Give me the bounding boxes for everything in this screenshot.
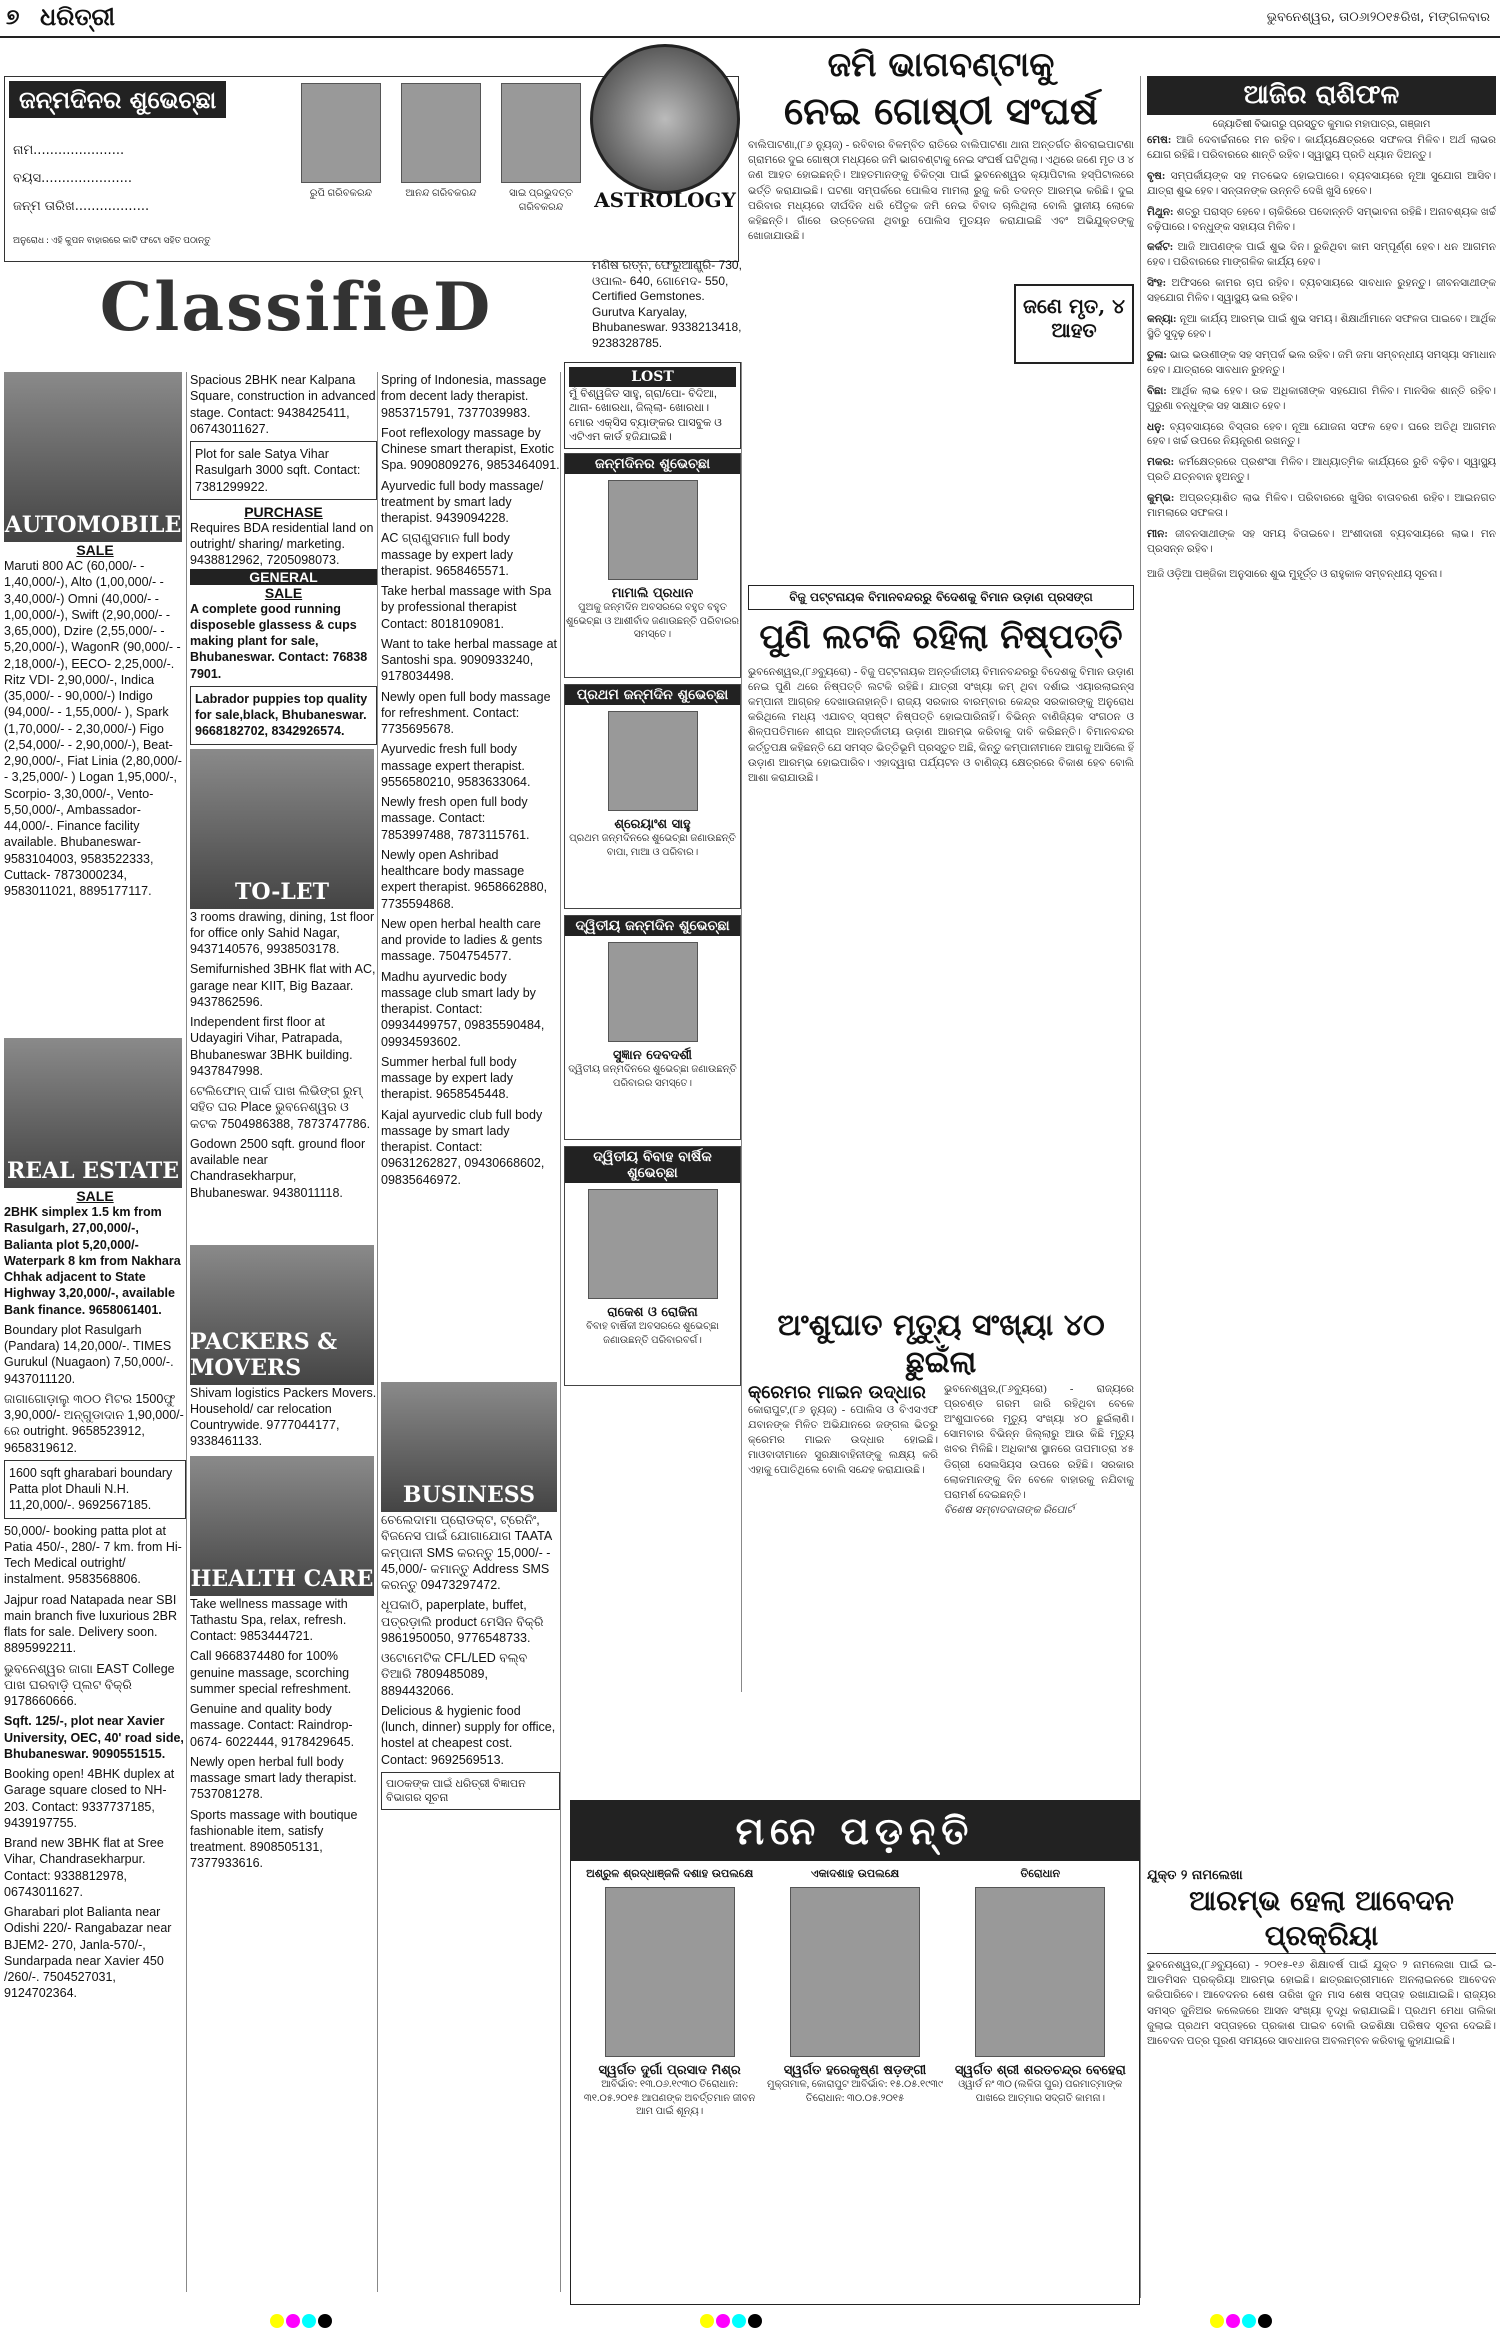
rashi-sign: କର୍କଟ:	[1147, 242, 1174, 254]
business-image: BUSINESS	[381, 1382, 557, 1512]
purchase-ad: Requires BDA residential land on outright/ sharing/ marketing. 9438812962, 7205098073.	[190, 520, 374, 568]
classified-ad: Take wellness massage with Tathastu Spa, relax, refresh. Contact: 9853444721.	[190, 1596, 348, 1643]
notice-box: ପାଠକଙ୍କ ପାଇଁ ଧରିତ୍ରୀ ବିଜ୍ଞାପନ ବିଭାଗର ସୂଚନା	[381, 1772, 560, 1811]
rashi-item	[1147, 492, 1496, 522]
portrait-photo	[605, 1887, 735, 2057]
classified-ad: New open herbal health care and provide to ladies & gents massage. 7504754577.	[381, 916, 543, 964]
rashi-item	[1147, 385, 1496, 415]
rashi-text: ଭାଇ ଭଉଣୀଙ୍କ ସହ ସମ୍ପର୍କ ଭଲ ରହିବ। ଜମି ଜମା ସମ୍ବନ୍ଧୀୟ ସମସ୍ୟା ସମାଧାନ ହେବ। ଯାତ୍ରାରେ ସାବଧାନ ରୁହନ୍ତୁ।	[1147, 349, 1496, 376]
classified-ad: ଭୁବନେଶ୍ୱର ଜାଗା EAST College ପାଖ ଘରବାଡ଼ି ପ୍ଲଟ ବିକ୍ରି 9178660666.	[4, 1661, 175, 1708]
mine-text: କୋରାପୁଟ,(୮୬ ନ୍ୟୁଜ୍) - ପୋଲିସ ଓ ବିଏସଏଫ ଯବାନଙ୍କ ମିଳିତ ଅଭିଯାନରେ ଜଙ୍ଗଲ ଭିତରୁ କ୍ରେମର ମାଇନ ଉଦ୍ଧାର ହୋଇଛି। ମାଓବାଦୀମାନେ ସୁରକ୍ଷାବାହିନୀଙ୍କୁ ଲକ୍ଷ୍ୟ କରି ଏହାକୁ ପୋତିଥିଲେ ବୋଲି ସନ୍ଦେହ କରାଯାଉଛି।	[748, 1404, 938, 1477]
lost-notice	[564, 362, 741, 449]
classified-ad: Independent first floor at Udayagiri Vihar, Patrapada, Bhubaneswar 3BHK building. 9437847998.	[190, 1015, 353, 1078]
portrait-photo	[975, 1887, 1105, 2057]
astrology-text: ମଣିଷ ରତ୍ନ, ଫେରୁଆଣ୍ଡ୍ରି- 730, ଓପାଲ- 640, ଗୋମେଦ- 550, Certified Gemstones. Gurutva Karyalay, Bhubaneswar. 9338213418, 9238328785.	[592, 258, 742, 350]
admission-story	[1140, 1868, 1496, 2298]
child-name: ସୁଜ୍ଞାନ ଦେବଦର୍ଶୀ	[612, 1048, 693, 1064]
obituary-card	[950, 1867, 1130, 2119]
classified-ad: Gharabari plot Balianta near Odishi 220/- Rangabazar near BJEM2- 270, Janla-570/-, Sundarpada near Xavier 450 /260/-. 7504527031, 9124702364.	[4, 1905, 172, 2001]
deceased-name: ସ୍ୱର୍ଗତ ଶ୍ରୀ ଶରତଚନ୍ଦ୍ର ବେହେରା	[954, 2063, 1126, 2078]
rashi-text: ଅଫିସରେ କାମର ଚାପ ରହିବ। ବ୍ୟବସାୟରେ ସାବଧାନ ରୁହନ୍ତୁ। ଜୀବନସାଥୀଙ୍କ ସହଯୋଗ ମିଳିବ। ସ୍ୱାସ୍ଥ୍ୟ ଭଲ ରହିବ।	[1147, 278, 1496, 305]
classified-ad: 50,000/- booking patta plot at Patia 450/-, 280/- 7 km. from Hi-Tech Medical outright/ instalment. 9583568806.	[4, 1523, 182, 1587]
child-photo	[608, 480, 698, 580]
obituary-card	[580, 1867, 760, 2119]
child-name: ଶ୍ରେୟାଂଶ ସାହୁ	[614, 817, 691, 833]
obituary-head: ତିରୋଧାନ	[1020, 1867, 1061, 1880]
heatstroke-byline: ବିଶେଷ ସମ୍ବାଦଦାତାଙ୍କ ରିପୋର୍ଟ	[944, 1505, 1074, 1517]
classified-ad: ଜାଗାଗୋଡ଼ାଲୁ ୩୦୦ ମିଟର 1500ଫୁ 3,90,000/- ଅନ୍ଗୁଡାଦାନ 1,90,000/-ରେ outright. 9658523912, 9658319612.	[4, 1391, 184, 1455]
mine-title: କ୍ରେମର ମାଇନ ଉଦ୍ଧାର	[748, 1381, 926, 1403]
classified-ad: Newly open Ashribad healthcare body massage expert therapist. 9658662880, 7735594868.	[381, 847, 548, 911]
rashi-text: ବ୍ୟବସାୟରେ ବିସ୍ତାର ହେବ। ନୂଆ ଯୋଜନା ସଫଳ ହେବ। ଘରେ ଅତିଥି ଆଗମନ ହେବ। ଖର୍ଚ୍ଚ ଉପରେ ନିୟନ୍ତ୍ରଣ ରଖନ୍ତୁ।	[1147, 421, 1496, 448]
classified-ad: Genuine and quality body massage. Contact: Raindrop- 0674- 6022444, 9178429645.	[190, 1702, 355, 1749]
rashi-item	[1147, 421, 1496, 451]
rashi-text: ନୂଆ କାର୍ଯ୍ୟ ଆରମ୍ଭ ପାଇଁ ଶୁଭ ସମୟ। ଶିକ୍ଷାର୍ଥୀମାନେ ସଫଳତା ପାଇବେ। ଆର୍ଥିକ ସ୍ଥିତି ସୁଦୃଢ଼ ହେବ।	[1147, 314, 1496, 340]
rashifal-list	[1147, 134, 1496, 1724]
classified-ad: Plot for sale Satya Vihar Rasulgarh 3000 sqft. Contact: 7381299922.	[190, 441, 377, 500]
classified-ad: Ayurvedic full body massage/ treatment by smart lady therapist. 9439094228.	[381, 478, 544, 525]
rashifal-title: ଆଜିର ରାଶିଫଳ	[1147, 76, 1496, 115]
classified-ad: Kajal ayurvedic club full body massage by smart lady therapist. Contact: 09631262827, 09430668602, 09835646972.	[381, 1107, 545, 1187]
child-name: ସାଇ ପ୍ରଭୁଦତ୍ତ ଗରିବକରନ୍ଦ	[509, 188, 573, 213]
rashi-text: ଅପ୍ରତ୍ୟାଶିତ ଲାଭ ମିଳିବ। ପରିବାରରେ ଖୁସିର ବାତାବରଣ ରହିବ। ଆଇନଗତ ମାମଲାରେ ସଫଳତା।	[1147, 493, 1496, 520]
classified-ad: Delicious & hygienic food (lunch, dinner) supply for office, hostel at cheapest cost. Contact: 9692569513.	[381, 1703, 556, 1767]
rashi-item	[1147, 134, 1496, 164]
classified-ad: Sports massage with boutique fashionable item, satisfy treatment. 8908505131, 7377933616.	[190, 1807, 358, 1871]
classified-column-2	[190, 372, 378, 2292]
real-estate-image: REAL ESTATE	[4, 1038, 182, 1188]
mine-story	[748, 1382, 938, 1642]
dateline: ଭୁବନେଶ୍ୱର, ତା୦୬ା୨୦୧୫ରିଖ, ମଙ୍ଗଳବାର	[1266, 10, 1490, 25]
classified-ad: Ayurvedic fresh full body massage expert therapist. 9556580210, 9583633064.	[381, 742, 531, 789]
registration-mark-icon	[700, 2313, 764, 2332]
obituary-head: ଏକାଦଶାହ ଉପଲକ୍ଷେ	[810, 1867, 900, 1880]
page-number: ୭	[6, 4, 20, 30]
rashi-sign: ବିଛା:	[1147, 385, 1167, 397]
classified-ad: 1600 sqft gharabari boundary Patta plot Dhauli N.H. 11,20,000/-. 9692567185.	[4, 1460, 186, 1519]
land-dispute-story	[748, 134, 1134, 579]
obituary-text: ଓ୍ୱାର୍ଡ ନଂ ୩୦ (ଲଳିତା ପୁର) ପରମାତ୍ମାଙ୍କ ପାଖରେ ଆତ୍ମାର ସଦ୍ଗତି କାମନା।	[958, 2079, 1123, 2104]
rashi-text: ଆର୍ଥିକ ଲାଭ ହେବ। ଉଚ୍ଚ ଅଧିକାରୀଙ୍କ ସହଯୋଗ ମିଳିବ। ମାନସିକ ଶାନ୍ତି ରହିବ। ପୁରୁଣା ବନ୍ଧୁଙ୍କ ସହ ସାକ୍ଷାତ ହେବ।	[1147, 385, 1496, 412]
rashi-item	[1147, 528, 1496, 558]
to-let-image: TO-LET	[190, 749, 374, 909]
obituary-section	[570, 1800, 1140, 2305]
classified-ad: ଓଟୋମେଟିକ CFL/LED ବଲ୍ବ ତିଆରି 7809485089, 8894432066.	[381, 1651, 528, 1698]
obituary-text: ମୁକ୍ତାମାଳ, କୋରାପୁଟ ଆବିର୍ଭାବ: ୧୫.୦୫.୧୯୩୯ ତିରୋଧାନ: ୩୦.୦୫.୨୦୧୫	[766, 2079, 943, 2104]
obituary-head: ଅଶ୍ରୁଳ ଶ୍ରଦ୍ଧାଞ୍ଜଳି ଦଶାହ ଉପଲକ୍ଷେ	[586, 1867, 754, 1880]
classified-ad: Madhu ayurvedic body massage club smart lady by therapist. Contact: 09934499757, 09835590484, 09934593602.	[381, 969, 545, 1049]
airport-story: ଭୁବନେଶ୍ୱର,(୮୬ବ୍ୟୁରୋ) - ବିଜୁ ପଟ୍ଟନାୟକ ଅନ୍ତର୍ଜାତୀୟ ବିମାନବନ୍ଦରରୁ ବିଦେଶକୁ ବିମାନ ଉଡ଼ାଣ ନେଇ ପୁଣି ଥରେ ନିଷ୍ପତ୍ତି ଲଟକି ରହିଛି। ଯାତ୍ରୀ ସଂଖ୍ୟା କମ୍ ଥିବା ଦର୍ଶାଇ ଏୟାରଲାଇନ୍ସ କମ୍ପାନୀ ଆଗ୍ରହ ଦେଖାଉନାହାନ୍ତି। ରାଜ୍ୟ ସରକାର ବାରମ୍ବାର କେନ୍ଦ୍ର ସରକାରଙ୍କୁ ଅନୁରୋଧ କରିଥିଲେ ମଧ୍ୟ ଏଯାବତ୍ ସ୍ପଷ୍ଟ ନିଷ୍ପତ୍ତି ହୋଇପାରିନାହିଁ। ବିଭିନ୍ନ ବାଣିଜ୍ୟିକ ସଂଗଠନ ଓ ଶିଳ୍ପପତିମାନେ ଶୀଘ୍ର ଆନ୍ତର୍ଜାତୀୟ ଉଡ଼ାଣ ଆରମ୍ଭ କରିବାକୁ ଦାବି କରିଛନ୍ତି। ବିମାନବନ୍ଦର କର୍ତ୍ତୃପକ୍ଷ କହିଛନ୍ତି ଯେ ସମସ୍ତ ଭିତ୍ତିଭୂମି ପ୍ରସ୍ତୁତ ଅଛି, କିନ୍ତୁ କମ୍ପାନୀମାନେ ଆଗକୁ ଆସିଲେ ହିଁ ଉଡ଼ାଣ ଆରମ୍ଭ ହୋଇପାରିବ। ଏହାଦ୍ୱାରା ପର୍ଯ୍ୟଟନ ଓ ବାଣିଜ୍ୟ କ୍ଷେତ୍ରରେ ବିକାଶ ହେବ ବୋଲି ଆଶା କରାଯାଉଛି।	[748, 666, 1134, 785]
classified-ad: Sqft. 125/-, plot near Xavier University, OEC, 40' road side, Bhubaneswar. 9090551515.	[4, 1714, 184, 1761]
birthday-box-title: ଦ୍ୱିତୀୟ ଜନ୍ମଦିନ ଶୁଭେଚ୍ଛା	[565, 916, 740, 936]
classified-ad: 3 rooms drawing, dining, 1st floor for office only Sahid Nagar, 9437140576, 9938503178.	[190, 909, 375, 956]
birthday-form-title: ଜନ୍ମଦିନର ଶୁଭେଚ୍ଛା	[9, 81, 226, 118]
headline-land-dispute-2: ନେଇ ଗୋଷ୍ଠୀ ସଂଘର୍ଷ	[784, 87, 1098, 133]
col2-top-ads	[190, 372, 377, 504]
rashifal-footer: ଆଜି ଓଡ଼ିଆ ପଞ୍ଜିକା ଅନୁସାରେ ଶୁଭ ମୁହୂର୍ତ୍ତ ଓ ରାହୁକାଳ ସମ୍ବନ୍ଧୀୟ ସୂଚନା।	[1147, 568, 1443, 580]
auto-sale-heading: SALE	[76, 542, 114, 558]
headline-airport: ପୁଣି ଲଟକି ରହିଲା ନିଷ୍ପତ୍ତି	[759, 617, 1123, 657]
general-heading: GENERAL	[190, 569, 377, 585]
birthday-box	[564, 453, 741, 678]
rashi-sign: ମିଥୁନ:	[1147, 206, 1174, 218]
anniversary-box	[564, 1146, 741, 1386]
classified-ad: Newly open herbal full body massage smart lady therapist. 7537081278.	[190, 1754, 357, 1802]
age-field[interactable]: ବୟସ......................	[13, 171, 132, 186]
wish-text: ବିବାହ ବାର୍ଷିକୀ ଅବସରରେ ଶୁଭେଚ୍ଛା ଜଣାଉଛନ୍ତି ପରିବାରବର୍ଗ।	[586, 1321, 719, 1346]
couple-name: ରାକେଶ ଓ ରୋଜିନା	[607, 1305, 698, 1321]
classified-ad: 2BHK simplex 1.5 km from Rasulgarh, 27,00,000/-, Balianta plot 5,20,000/- Waterpark 8 km from Nakhara Chhak adjacent to State Highway 3,20,000/-, available Bank finance. 9658061401.	[4, 1205, 181, 1317]
classified-ad: Summer herbal full body massage by expert lady therapist. 9658545448.	[381, 1054, 517, 1102]
rashi-text: ସମ୍ପର୍କୀୟଙ୍କ ସହ ମତଭେଦ ହୋଇପାରେ। ବ୍ୟବସାୟରେ ନୂଆ ସୁଯୋଗ ଆସିବ। ଯାତ୍ରା ଶୁଭ ହେବ। ସନ୍ତାନଙ୍କ ଉନ୍ନତି ଦେଖି ଖୁସି ହେବେ।	[1147, 170, 1496, 197]
rashi-sign: କନ୍ୟା:	[1147, 314, 1177, 326]
general-ad: A complete good running disposeble glassess & cups making plant for sale, Bhubaneswar. Contact: 76838 7901.	[190, 601, 368, 681]
masthead-logo: ଧରିତ୍ରୀ	[40, 2, 115, 31]
rashi-sign: ମକର:	[1147, 457, 1175, 469]
classified-ad: ଚେଲେଦାମା ପ୍ରୋଡକ୍ଟ, ଟ୍ରେନିଂ, ବିଜନେସ ପାଇଁ ଯୋଗାଯୋଗ TAATA କମ୍ପାନୀ SMS କରନ୍ତୁ 15,000/- - 45,000/- କମାନ୍ତୁ Address SMS କରନ୍ତୁ 09473297472.	[381, 1513, 552, 1592]
form-note: ଅନୁରୋଧ : ଏହି କୁପନ ବାହାରରେ କାଟି ଫଟୋ ସହିତ ପଠାନ୍ତୁ	[13, 235, 211, 245]
admission-headline: ଆରମ୍ଭ ହେଲା ଆବେଦନ ପ୍ରକ୍ରିୟା	[1147, 1883, 1496, 1954]
wishes-column	[564, 362, 742, 1692]
packers-image: PACKERS & MOVERS	[190, 1245, 374, 1385]
rashi-text: କର୍ମକ୍ଷେତ୍ରରେ ପ୍ରଶଂସା ମିଳିବ। ଆଧ୍ୟାତ୍ମିକ କାର୍ଯ୍ୟରେ ରୁଚି ବଢ଼ିବ। ସ୍ୱାସ୍ଥ୍ୟ ପ୍ରତି ଯତ୍ନବାନ ହୁଅନ୍ତୁ।	[1147, 457, 1496, 484]
general-sale-heading: SALE	[264, 584, 303, 601]
birthday-box	[564, 684, 741, 909]
real-estate-ads	[4, 1204, 186, 2284]
to-let-ads	[190, 909, 377, 1245]
rashi-item	[1147, 277, 1496, 307]
zodiac-wheel-icon	[590, 44, 740, 194]
child-name: ଆନନ୍ଦ ଗରିବକରନ୍ଦ	[405, 188, 477, 199]
astrology-label: ASTROLOGY	[594, 188, 736, 212]
classified-ad: Godown 2500 sqft. ground floor available near Chandrasekharpur, Bhubaneswar. 9438011118.	[190, 1136, 366, 1200]
classified-ad: ଟେଲିଫୋନ୍ ପାର୍କ ପାଖ ଲିଭିଙ୍ଗ ରୁମ୍ ସହିତ ଘର Place ଭୁବନେଶ୍ୱର ଓ କଟକ 7504986388, 7873747786.	[190, 1084, 371, 1131]
child-name: ମାମାଲି ପ୍ରଧାନ	[611, 586, 694, 602]
headline-heatstroke: ଅଂଶୁଘାତ ମୃତ୍ୟୁ ସଂଖ୍ୟା ୪୦ ଛୁଇଁଲା	[777, 1307, 1105, 1380]
massage-ads	[381, 372, 560, 1382]
classified-column-3	[381, 372, 561, 2292]
business-ads	[381, 1512, 560, 2072]
classified-ad: Spring of Indonesia, massage from decent lady therapist. 9853715791, 7377039983.	[381, 373, 547, 420]
admission-kicker: ଯୁକ୍ତ ୨ ନାମଲେଖା	[1147, 1868, 1243, 1883]
rashi-item	[1147, 313, 1496, 343]
rashi-sign: ସିଂହ:	[1147, 278, 1167, 290]
rashi-sign: ଧନୁ:	[1147, 421, 1165, 433]
child-photo	[301, 83, 381, 183]
rashi-sign: କୁମ୍ଭ:	[1147, 493, 1175, 505]
rashi-sign: ତୁଳା:	[1147, 349, 1167, 361]
health-care-image: HEALTH CARE	[190, 1456, 374, 1596]
classified-ad: Newly open full body massage for refreshment. Contact: 7735695678.	[381, 689, 551, 736]
obituary-text: ଆବିର୍ଭାବ: ୧୩.୦୬.୧୯୩୦ ତିରୋଧାନ: ୩୧.୦୫.୨୦୧୫ ଆପଣଙ୍କ ଅବର୍ତ୍ତମାନ ଜୀବନ ଆମ ପାଇଁ ଶୂନ୍ୟ।	[583, 2079, 756, 2117]
rashi-item	[1147, 349, 1496, 379]
classified-ad: Spacious 2BHK near Kalpana Square, construction in advanced stage. Contact: 9438425411, 06743011627.	[190, 373, 376, 436]
obituary-grid	[571, 1861, 1139, 2125]
rashifal-column	[1140, 76, 1496, 1876]
classified-ad: Want to take herbal massage at Santoshi spa. 9090933240, 9178034498.	[381, 636, 558, 684]
classified-column-1	[4, 372, 187, 2292]
heatstroke-text: ଭୁବନେଶ୍ୱର,(୮୬ବ୍ୟୁରୋ) - ରାଜ୍ୟରେ ପ୍ରଚଣ୍ଡ ଗରମ ଜାରି ରହିଥିବା ବେଳେ ଅଂଶୁଘାତରେ ମୃତ୍ୟୁ ସଂଖ୍ୟା ୪୦ ଛୁଇଁଲାଣି। ସୋମବାର ବିଭିନ୍ନ ଜିଲ୍ଲାରୁ ଆଉ କିଛି ମୃତ୍ୟୁ ଖବର ମିଳିଛି। ଅଧିକାଂଶ ସ୍ଥାନରେ ତାପମାତ୍ରା ୪୫ ଡିଗ୍ରୀ ସେଲସିୟସ ଉପରେ ରହିଛି। ସରକାର ଲୋକମାନଙ୍କୁ ଦିନ ବେଳେ ବାହାରକୁ ନଯିବାକୁ ପରାମର୍ଶ ଦେଇଛନ୍ତି।	[944, 1383, 1134, 1502]
auto-sale-ad: Maruti 800 AC (60,000/- - 1,40,000/-), Alto (1,00,000/- - 3,40,000/-) Omni (40,000/- - 1,00,000/-), Swift (2,90,000/- - 3,65,000), Dzire (2,55,000/- - 5,20,000/-), WagonR (90,000/- - 2,18,000/-), EECO- 2,25,000/-. Ritz VDI- 2,90,000/-, Indica (35,000/- - 90,000/-) Indigo (94,000/- - 1,55,000/- ), Spark (1,70,000/- - 2,30,000/-) Figo (2,54,000/- - 2,90,000/-), Beat- 2,90,000/-, Fiat Linia (2,80,000/- - 3,25,000/- ) Logan 1,95,000/-, Scorpio- 3,30,000/-, Vento- 5,50,000/-, Ambassador- 44,000/-. Finance facility available. Bhubaneswar- 9583104003, 9583522333, Cuttack- 7873000234, 9583011021, 8895177117.	[4, 559, 182, 898]
classified-ad: Boundary plot Rasulgarh (Pandara) 14,20,000/-. TIMES Gurukul (Nuagaon) 7,50,000/-. 9437011120.	[4, 1322, 174, 1386]
heatstroke-section	[748, 1382, 1134, 1642]
health-ads	[190, 1596, 377, 1966]
rashi-item	[1147, 241, 1496, 271]
classified-ad: Jajpur road Natapada near SBI main branch five luxurious 2BR flats for sale. Delivery soon. 8895992211.	[4, 1592, 177, 1656]
portrait-photo	[790, 1887, 920, 2057]
story-kicker: ଜଣେ ମୃତ, ୪ ଆହତ	[1014, 284, 1134, 364]
wish-text: ପୁଅକୁ ଜନ୍ମଦିନ ଅବସରରେ ବହୁତ ବହୁତ ଶୁଭେଚ୍ଛା ଓ ଆଶୀର୍ବାଦ ଜଣାଉଛନ୍ତି ପରିବାରର ସମସ୍ତେ।	[566, 602, 739, 641]
classified-title: ClassifieD	[99, 268, 493, 346]
headline-land-dispute-1: ଜମି ଭାଗବଣ୍ଟାକୁ	[827, 45, 1055, 85]
purchase-heading: PURCHASE	[244, 503, 323, 520]
name-field[interactable]: ନାମ......................	[13, 143, 125, 158]
lost-title: LOST	[569, 367, 736, 387]
rashi-text: ଆଜି ଦେବାର୍ଚ୍ଚନାରେ ମନ ରହିବ। କାର୍ଯ୍ୟକ୍ଷେତ୍ରରେ ସଫଳତା ମିଳିବ। ଅର୍ଥ ଲାଭର ଯୋଗ ରହିଛି। ପରିବାରରେ ଶାନ୍ତି ରହିବ। ସ୍ୱାସ୍ଥ୍ୟ ପ୍ରତି ଧ୍ୟାନ ଦିଅନ୍ତୁ।	[1147, 135, 1496, 161]
deceased-name: ସ୍ୱର୍ଗତ ହରେକୃଷ୍ଣ ଷଡ଼ଙ୍ଗୀ	[783, 2063, 927, 2078]
airport-kicker-bar: ବିଜୁ ପଟ୍ଟନାୟକ ବିମାନବନ୍ଦରରୁ ବିଦେଶକୁ ବିମାନ ଉଡ଼ାଣ ପ୍ରସଙ୍ଗ	[748, 585, 1134, 610]
obituary-card	[765, 1867, 945, 2119]
dob-field[interactable]: ଜନ୍ମ ତାରିଖ..................	[13, 199, 150, 214]
rashi-text: ଜୀବନସାଥୀଙ୍କ ସହ ସମୟ ବିତାଇବେ। ଅଂଶୀଦାରୀ ବ୍ୟବସାୟରେ ଲାଭ। ମନ ପ୍ରସନ୍ନ ରହିବ।	[1147, 528, 1496, 555]
rashi-item	[1147, 170, 1496, 200]
birthday-box-title: ଜନ୍ମଦିନର ଶୁଭେଚ୍ଛା	[565, 454, 740, 474]
form-fields	[13, 137, 313, 221]
classified-ad: Foot reflexology massage by Chinese smart therapist, Exotic Spa. 9090809276, 9853464091.	[381, 425, 560, 473]
birthday-box	[564, 915, 741, 1140]
classified-ad: ଧୂପକାଠି, paperplate, buffet, ପତ୍ରଡ଼ାଲି product ମେସିନ ବିକ୍ରି 9861950050, 9776548733.	[381, 1598, 544, 1645]
child-name: ରୁପି ଗରିବକରନ୍ଦ	[309, 188, 373, 199]
astrology-ad	[590, 44, 740, 256]
packers-ad: Shivam logistics Packers Movers. Household/ car relocation Countrywide. 9777044177, 9338461133.	[190, 1385, 377, 1449]
classified-ad: Call 9668374480 for 100% genuine massage, scorching summer special refreshment.	[190, 1649, 352, 1696]
classified-ad: Newly fresh open full body massage. Contact: 7853997488, 7873115761.	[381, 795, 530, 842]
puppy-ad: Labrador puppies top quality for sale,black, Bhubaneswar. 9668182702, 8342926574.	[190, 686, 377, 745]
wish-text: ପ୍ରଥମ ଜନ୍ମଦିନରେ ଶୁଭେଚ୍ଛା ଜଣାଉଛନ୍ତି ବାପା, ମାଆ ଓ ପରିବାର।	[569, 833, 736, 858]
story-body: ବାଲିପାଟଣା,(୮୬ ନ୍ୟୁଜ୍) - ରବିବାର ବିଳମ୍ବିତ ରାତିରେ ବାଲିପାଟଣା ଥାନା ଅନ୍ତର୍ଗତ ଶିବରାଇପାଟଣା ଗ୍ରାମରେ ଦୁଇ ଗୋଷ୍ଠୀ ମଧ୍ୟରେ ଜମି ଭାଗବଣ୍ଟାକୁ ନେଇ ସଂଘର୍ଷ ଘଟିଥିଲା। ଏଥିରେ ଜଣେ ମୃତ ଓ ୪ ଜଣ ଆହତ ହୋଇଛନ୍ତି। ଆହତମାନଙ୍କୁ ଚିକିତ୍ସା ପାଇଁ ଭୁବନେଶ୍ୱର କ୍ୟାପିଟାଲ ହସ୍ପିଟାଲରେ ଭର୍ତ୍ତି କରାଯାଇଛି। ଘଟଣା ସମ୍ପର୍କରେ ପୋଲିସ ମାମଲା ରୁଜୁ କରି ତଦନ୍ତ ଆରମ୍ଭ କରିଛି। ଦୁଇ ପରିବାର ମଧ୍ୟରେ ଦୀର୍ଘଦିନ ଧରି ପୈତୃକ ଜମି ନେଇ ବିବାଦ ଚାଲିଥିଲା ବୋଲି ସ୍ଥାନୀୟ ଲୋକେ କହିଛନ୍ତି। ଗାଁରେ ଉତ୍ତେଜନା ଥିବାରୁ ପୋଲିସ ମୁତୟନ କରାଯାଇଛି ଏବଂ ଅଭିଯୁକ୍ତଙ୍କୁ ଖୋଜାଯାଉଛି।	[748, 140, 1134, 243]
rashi-sign: ବୃଷ:	[1147, 170, 1166, 182]
birthday-box-title: ପ୍ରଥମ ଜନ୍ମଦିନ ଶୁଭେଚ୍ଛା	[565, 685, 740, 705]
child-photo	[608, 942, 698, 1042]
child-photo	[608, 711, 698, 811]
automobile-image: AUTOMOBILE	[4, 372, 182, 542]
wish-text: ଦ୍ୱିତୀୟ ଜନ୍ମଦିନରେ ଶୁଭେଚ୍ଛା ଜଣାଉଛନ୍ତି ପରିବାରର ସମସ୍ତେ।	[568, 1064, 737, 1089]
child-photo	[501, 83, 581, 183]
rashi-text: ଶତ୍ରୁ ପରାସ୍ତ ହେବେ। ଚାକିରିରେ ପଦୋନ୍ନତି ସମ୍ଭାବନା ରହିଛି। ଅନାବଶ୍ୟକ ଖର୍ଚ୍ଚ ବଢ଼ିପାରେ। ବନ୍ଧୁଙ୍କ ସହାୟତା ମିଳିବ।	[1147, 206, 1496, 233]
page-header	[0, 0, 1500, 38]
print-marks	[0, 2307, 1500, 2335]
re-sale-heading: SALE	[76, 1188, 114, 1204]
obituary-title: ମନେ ପଡ଼ନ୍ତି	[571, 1801, 1139, 1861]
classified-ad: Brand new 3BHK flat at Sree Vihar, Chandrasekharpur. Contact: 9338812978, 06743011627.	[4, 1836, 164, 1899]
couple-photo	[588, 1189, 718, 1299]
rashi-item	[1147, 456, 1496, 486]
heatstroke-story	[944, 1382, 1134, 1642]
registration-mark-icon	[270, 2313, 334, 2332]
child-photo	[401, 83, 481, 183]
admission-body: ଭୁବନେଶ୍ୱର,(୮୬ବ୍ୟୁରୋ) - ୨୦୧୫-୧୬ ଶିକ୍ଷାବର୍ଷ ପାଇଁ ଯୁକ୍ତ ୨ ନାମଲେଖା ପାଇଁ ଇ-ଆଡମିସନ ପ୍ରକ୍ରିୟା ଆରମ୍ଭ ହୋଇଛି। ଛାତ୍ରଛାତ୍ରୀମାନେ ଅନଲାଇନରେ ଆବେଦନ କରିପାରିବେ। ଆବେଦନର ଶେଷ ତାରିଖ ଜୁନ ମାସ ଶେଷ ସପ୍ତାହ ରଖାଯାଇଛି। ରାଜ୍ୟର ସମସ୍ତ ଜୁନିଅର କଲେଜରେ ଆସନ ସଂଖ୍ୟା ବୃଦ୍ଧି କରାଯାଇଛି। ପ୍ରଥମ ମେଧା ତାଲିକା ଜୁଲାଇ ପ୍ରଥମ ସପ୍ତାହରେ ପ୍ରକାଶ ପାଇବ ବୋଲି ଉଚ୍ଚଶିକ୍ଷା ପରିଷଦ ସୂଚନା ଦେଇଛି। ଆବେଦନ ପତ୍ର ପୂରଣ ସମୟରେ ସାବଧାନତା ଅବଲମ୍ବନ କରିବାକୁ କୁହାଯାଇଛି।	[1147, 1960, 1496, 2048]
rashifal-byline: ଜ୍ୟୋତିଷୀ ବିଭାଗରୁ ପ୍ରସ୍ତୁତ କୁମାର ମହାପାତ୍ର, ଗଞ୍ଜାମ	[1212, 119, 1431, 130]
deceased-name: ସ୍ୱର୍ଗତ ଦୁର୍ଗା ପ୍ରସାଦ ମିଶ୍ର	[598, 2063, 741, 2078]
classified-ad: AC ଗ୍ରାଣ୍ଡ୍ସମାନ full body massage by expert lady therapist. 9658465571.	[381, 531, 514, 578]
lost-text: ମୁଁ ବିଶ୍ୱଜିତ ସାହୁ, ଗ୍ରା/ପୋ- ବିଦିଆ, ଥାନା- ଖୋରଧା, ଜିଲ୍ଲା- ଖୋରଧା। ମୋର ଏକ୍ସିସ ବ୍ୟାଙ୍କର ପାସବୁକ ଓ ଏଟିଏମ କାର୍ଡ ହଜିଯାଇଛି।	[569, 388, 722, 443]
classified-ad: Booking open! 4BHK duplex at Garage square closed to NH-203. Contact: 9337737185, 9439197755.	[4, 1767, 175, 1830]
anniversary-title: ଦ୍ୱିତୀୟ ବିବାହ ବାର୍ଷିକ ଶୁଭେଚ୍ଛା	[565, 1147, 740, 1183]
classified-ad: Semifurnished 3BHK flat with AC, garage near KIIT, Big Bazaar. 9437862596.	[190, 962, 376, 1009]
news-column	[748, 44, 1134, 1799]
rashi-item	[1147, 206, 1496, 236]
rashi-sign: ମେଷ:	[1147, 135, 1172, 146]
registration-mark-icon	[1210, 2313, 1274, 2332]
rashi-sign: ମୀନ:	[1147, 528, 1168, 540]
rashi-text: ଆଜି ଆପଣଙ୍କ ପାଇଁ ଶୁଭ ଦିନ। ରୁକିଥିବା କାମ ସମ୍ପୂର୍ଣ୍ଣ ହେବ। ଧନ ଆଗମନ ହେବ। ପରିବାରରେ ମାଙ୍ଗଳିକ କାର୍ଯ୍ୟ ହେବ।	[1147, 242, 1496, 269]
classified-ad: Take herbal massage with Spa by professional therapist Contact: 8018109081.	[381, 584, 552, 631]
